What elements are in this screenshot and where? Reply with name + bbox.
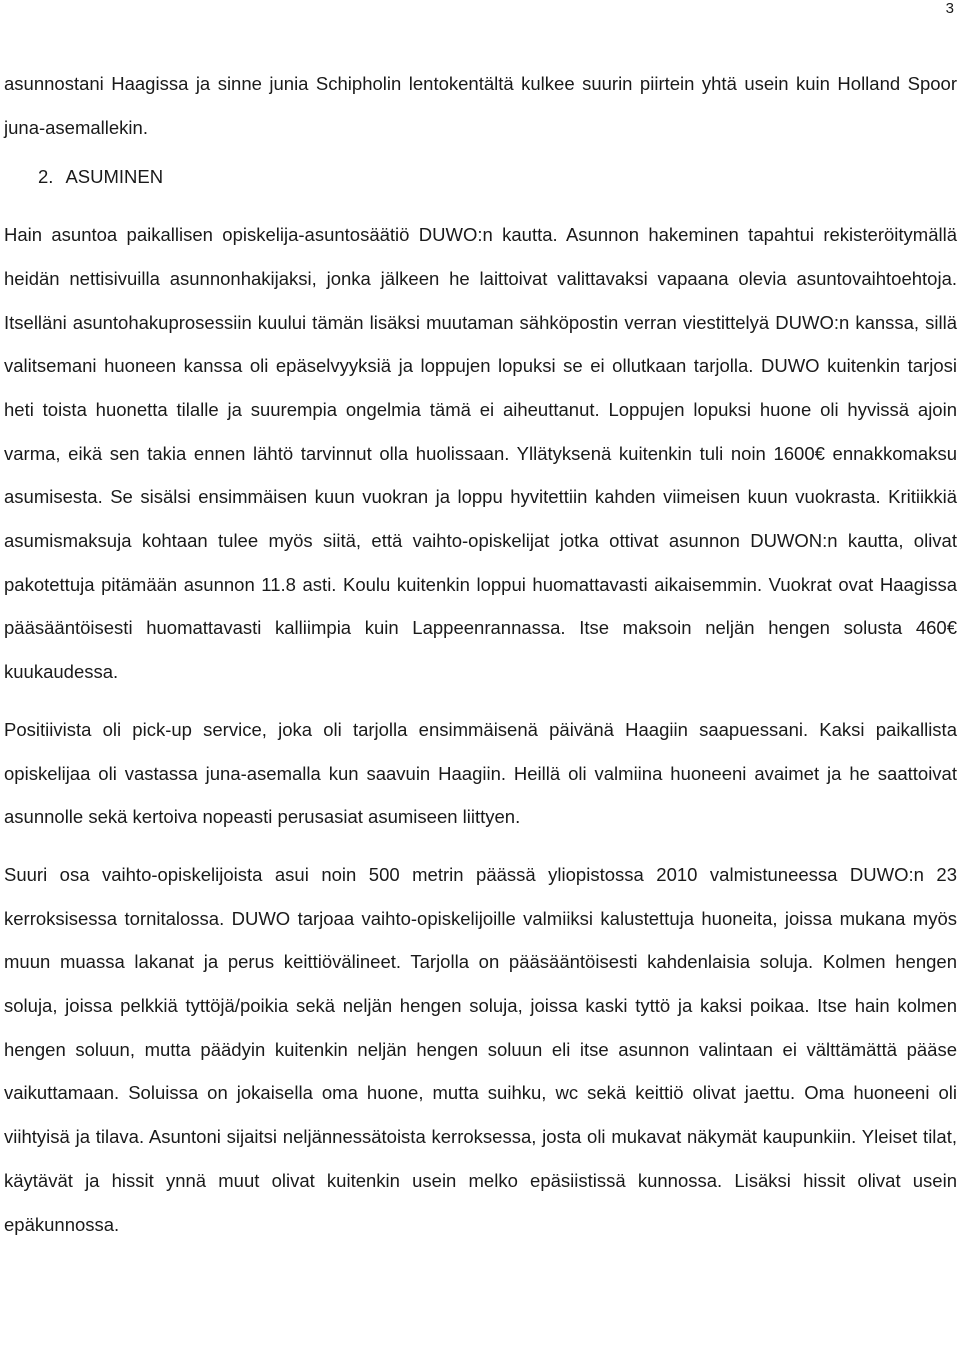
paragraph-intro-continuation: asunnostani Haagissa ja sinne junia Schipholin lentokentältä kulkee suurin piirtein yhtä usein kuin Holland Spoor juna-asemallekin.: [4, 73, 957, 138]
section-heading: [4, 155, 957, 199]
page-number: 3: [945, 0, 954, 17]
paragraph-tower-housing: Suuri osa vaihto-opiskelijoista asui noin 500 metrin päässä yliopistossa 2010 valmistuneessa DUWO:n 23 kerroksisessa tornitalossa. DUWO tarjoaa vaihto-opiskelijoille valmiiksi kalustettuja huoneita, joissa mukana myös muun muassa lakanat ja perus keittiövälineet. Tarjolla on pääsääntöisesti kahdenlaisia soluja. Kolmen hengen soluja, joissa pelkkiä tyttöjä/poikia sekä neljän hengen soluja, joissa kaski tyttö ja kaksi poikaa. Itse hain kolmen hengen soluun, mutta päädyin kuitenkin neljän hengen soluun eli itse asunnon valintaan ei välttämättä pääse vaikuttamaan. Soluissa on jokaisella oma huone, mutta suihku, wc sekä keittiö olivat jaettu. Oma huoneeni oli viihtyisä ja tilava. Asuntoni sijaitsi neljännessätoista kerroksessa, josta oli mukavat näkymät kaupunkiin. Yleiset tilat, käytävät ja hissit ynnä muut olivat kuitenkin usein melko epäsiistissä kunnossa. Lisäksi hissit olivat usein epäkunnossa.: [4, 863, 957, 1235]
paragraph-housing-search: Hain asuntoa paikallisen opiskelija-asuntosäätiö DUWO:n kautta. Asunnon hakeminen tapahtui rekisteröitymällä heidän nettisivuilla asunnonhakijaksi, jonka jälkeen he laittoivat valittavaksi vapaana olevia asuntovaihtoehtoja. Itselläni asuntohakuprosessiin kuului tämän lisäksi muutaman sähköpostin verran viestittelyä DUWO:n kanssa, sillä valitsemani huoneen kanssa oli epäselvyyksiä ja loppujen lopuksi se ei ollutkaan tarjolla. DUWO kuitenkin tarjosi heti toista huonetta tilalle ja suurempia ongelmia tämä ei aiheuttanut. Loppujen lopuksi huone oli hyvissä ajoin varma, eikä sen takia ennen lähtö tarvinnut olla huolissaan. Yllätyksenä kuitenkin tuli noin 1600€ ennakkomaksu asumisesta. Se sisälsi ensimmäisen kuun vuokran ja loppu hyvitettiin kahden viimeisen kuun vuokrasta. Kritiikkiä asumismaksuja kohtaan tulee myös siitä, että vaihto-opiskelijat jotka ottivat asunnon DUWON:n kautta, olivat pakotettuja pitämään asunnon 11.8 asti. Koulu kuitenkin loppui huomattavasti aikaisemmin. Vuokrat ovat Haagissa pääsääntöisesti huomattavasti kalliimpia kuin Lappeenrannassa. Itse maksoin neljän hengen solusta 460€ kuukaudessa.: [4, 224, 957, 683]
paragraph-pickup-service: Positiivista oli pick-up service, joka oli tarjolla ensimmäisenä päivänä Haagiin saapuessani. Kaksi paikallista opiskelijaa oli vastassa juna-asemalla kun saavuin Haagiin. Heillä oli valmiina huoneeni avaimet ja he saattoivat asunnolle sekä kertoiva nopeasti perusasiat asumiseen liittyen.: [4, 718, 957, 828]
section-title: ASUMINEN: [65, 166, 164, 188]
section-number: 2.: [38, 166, 54, 188]
page-content: [4, 62, 957, 1246]
